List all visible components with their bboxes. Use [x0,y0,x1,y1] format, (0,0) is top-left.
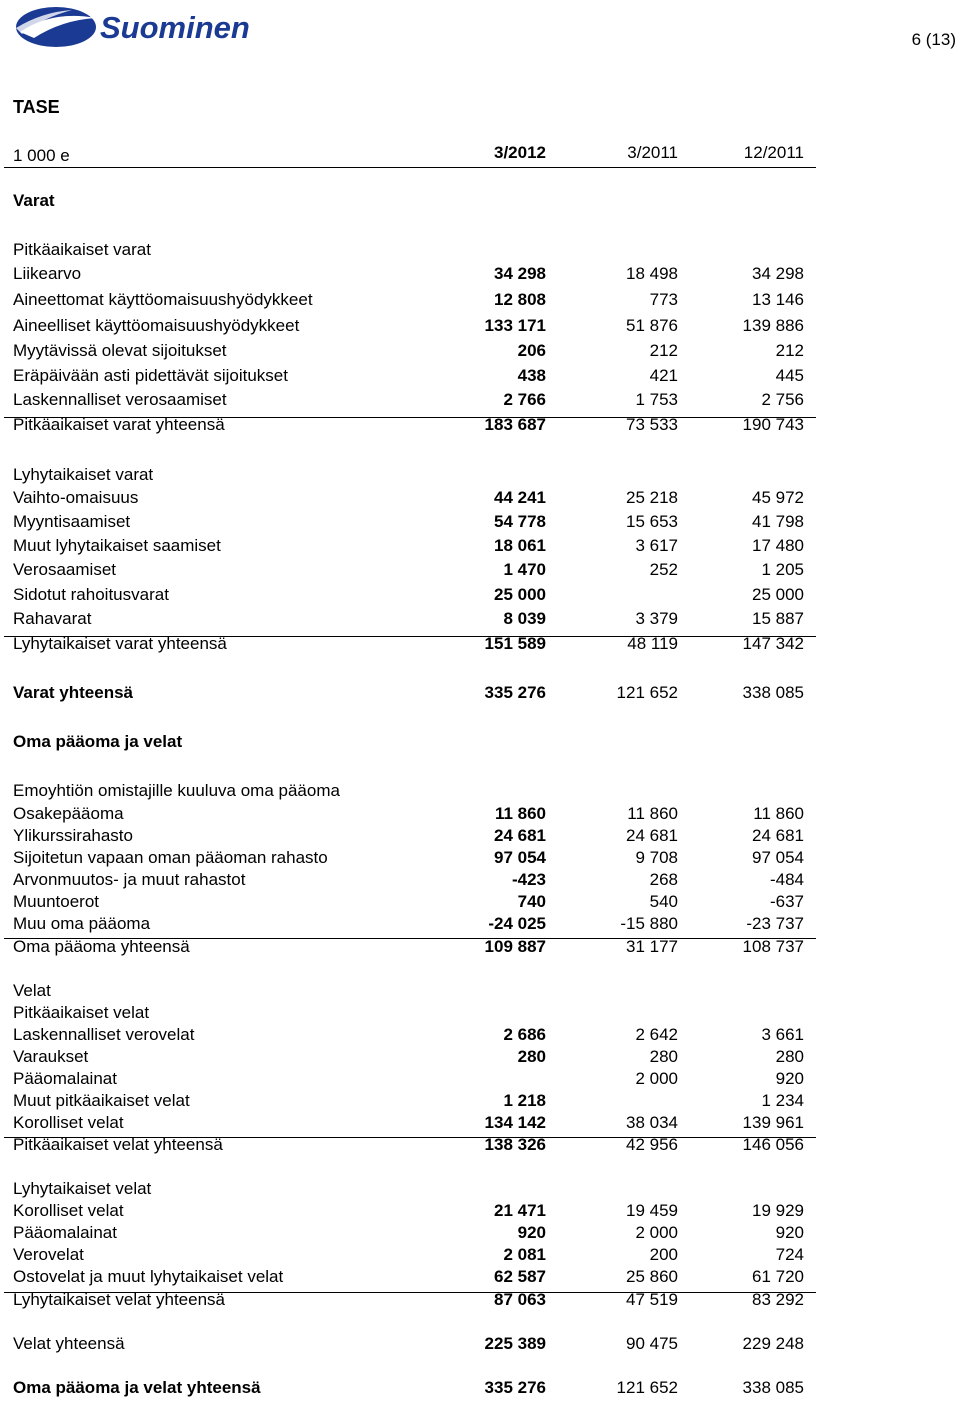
table-row [0,1024,960,1046]
value-12-2011: 445 [775,366,804,385]
table-row [0,389,960,411]
column-header-3-2012: 3/2012 [494,143,546,162]
row-label: Rahavarat [13,609,92,628]
value-12-2011: 190 743 [742,415,804,434]
value-3-2012: 21 471 [494,1201,546,1220]
table-row [0,1377,960,1399]
value-12-2011: -23 737 [746,914,804,933]
table-row [0,633,960,655]
value-3-2011: -15 880 [620,914,678,933]
row-label: Aineettomat käyttöomaisuushyödykkeet [13,290,313,309]
row-label: Pääomalainat [13,1223,117,1242]
table-row [0,1333,960,1355]
value-3-2011: 252 [649,560,678,579]
row-label: Korolliset velat [13,1113,124,1132]
value-3-2011: 73 533 [626,415,678,434]
table-row [0,263,960,285]
table-row [0,1068,960,1090]
value-12-2011: 19 929 [752,1201,804,1220]
value-3-2012: 206 [517,341,546,360]
row-label: Vaihto-omaisuus [13,488,139,507]
value-3-2012: 280 [517,1047,546,1066]
page-title: TASE [13,97,60,117]
value-3-2012: 1 470 [503,560,546,579]
value-3-2012: 183 687 [484,415,546,434]
row-label: Pääomalainat [13,1069,117,1088]
value-12-2011: 45 972 [752,488,804,507]
row-label: Ylikurssirahasto [13,826,133,845]
table-row [0,936,960,958]
value-3-2011: 31 177 [626,937,678,956]
logo-wordmark: Suominen [100,10,250,45]
row-label: Korolliset velat [13,1201,124,1220]
value-12-2011: 3 661 [761,1025,804,1044]
table-row [0,464,960,486]
value-3-2012: -24 025 [488,914,546,933]
page-number: 6 (13) [911,30,956,49]
value-3-2011: 280 [649,1047,678,1066]
value-12-2011: 11 860 [753,804,804,823]
row-label: Velat [13,981,51,1000]
table-row [0,584,960,606]
table-row [0,1222,960,1244]
row-label: Laskennalliset verosaamiset [13,390,227,409]
value-3-2011: 421 [649,366,678,385]
value-12-2011: 108 737 [742,937,804,956]
value-12-2011: 1 234 [761,1091,804,1110]
row-label: Pitkäaikaiset varat [13,240,151,259]
table-row [0,731,960,753]
value-3-2012: 151 589 [484,634,546,653]
value-12-2011: 83 292 [752,1290,804,1309]
value-3-2011: 25 218 [626,488,678,507]
row-label: Lyhytaikaiset varat yhteensä [13,634,227,653]
table-row [0,559,960,581]
row-label: Osakepääoma [13,804,124,823]
value-3-2012: 54 778 [494,512,546,531]
table-row [0,340,960,362]
row-label: Myytävissä olevat sijoitukset [13,341,227,360]
value-3-2012: 740 [517,892,546,911]
value-3-2011: 3 617 [635,536,678,555]
table-row [0,1046,960,1068]
value-3-2012: -423 [511,870,546,889]
table-row [0,1289,960,1311]
value-12-2011: 61 720 [752,1267,804,1286]
value-3-2011: 9 708 [635,848,678,867]
value-3-2012: 2 766 [503,390,546,409]
value-3-2011: 47 519 [626,1290,678,1309]
table-row [0,869,960,891]
value-12-2011: 212 [775,341,804,360]
value-12-2011: 139 961 [742,1113,804,1132]
value-3-2012: 138 326 [484,1135,546,1154]
row-label: Muuntoerot [13,892,99,911]
value-3-2011: 15 653 [626,512,678,531]
value-12-2011: 25 000 [752,585,804,604]
value-12-2011: 229 248 [742,1334,804,1353]
table-row [0,1244,960,1266]
value-3-2012: 8 039 [503,609,546,628]
row-label: Liikearvo [13,264,82,283]
row-label: Varat yhteensä [13,683,134,702]
table-row [0,535,960,557]
value-12-2011: 97 054 [752,848,804,867]
row-label: Arvonmuutos- ja muut rahastot [13,870,246,889]
value-12-2011: 139 886 [742,316,804,335]
table-row [0,1112,960,1134]
table-row [0,1134,960,1156]
table-row [0,847,960,869]
row-label: Aineelliset käyttöomaisuushyödykkeet [13,316,300,335]
table-row [0,289,960,311]
row-label: Oma pääoma yhteensä [13,937,190,956]
unit-label: 1 000 e [13,146,70,165]
table-row [0,315,960,337]
value-12-2011: 1 205 [761,560,804,579]
value-3-2011: 48 119 [627,634,678,653]
value-12-2011: -637 [769,892,804,911]
row-label: Pitkäaikaiset varat yhteensä [13,415,225,434]
value-3-2011: 51 876 [626,316,678,335]
table-row [0,239,960,261]
value-3-2011: 2 642 [635,1025,678,1044]
row-label: Ostovelat ja muut lyhytaikaiset velat [13,1267,284,1286]
value-12-2011: 146 056 [742,1135,804,1154]
table-row [0,365,960,387]
row-label: Oma pääoma ja velat [13,732,183,751]
value-12-2011: 24 681 [752,826,804,845]
value-12-2011: 338 085 [742,683,804,702]
table-row [0,682,960,704]
row-label: Myyntisaamiset [13,512,131,531]
value-3-2012: 335 276 [484,1378,546,1397]
value-3-2012: 24 681 [494,826,546,845]
value-3-2012: 34 298 [494,264,546,283]
column-header-12-2011: 12/2011 [743,143,804,162]
table-row [0,608,960,630]
table-row [0,1200,960,1222]
table-row [0,1002,960,1024]
table-row [0,487,960,509]
row-label: Lyhytaikaiset velat [13,1179,152,1198]
row-label: Sidotut rahoitusvarat [13,585,169,604]
value-3-2012: 87 063 [494,1290,546,1309]
value-3-2012: 920 [517,1223,546,1242]
table-row [0,1090,960,1112]
row-label: Emoyhtiön omistajille kuuluva oma pääoma [13,781,340,800]
value-12-2011: 920 [775,1223,804,1242]
value-3-2011: 11 860 [627,804,678,823]
row-label: Verosaamiset [13,560,116,579]
table-row [0,803,960,825]
value-3-2011: 212 [649,341,678,360]
value-3-2012: 1 218 [503,1091,546,1110]
value-3-2011: 1 753 [635,390,678,409]
row-label: Varat [13,191,55,210]
table-row [0,1178,960,1200]
row-label: Muut lyhytaikaiset saamiset [13,536,221,555]
value-3-2011: 90 475 [626,1334,678,1353]
value-3-2011: 121 652 [616,1378,678,1397]
value-12-2011: 15 887 [752,609,804,628]
row-label: Lyhytaikaiset velat yhteensä [13,1290,225,1309]
value-3-2011: 2 000 [635,1223,678,1242]
value-12-2011: 17 480 [752,536,804,555]
row-label: Oma pääoma ja velat yhteensä [13,1378,261,1397]
value-3-2012: 44 241 [494,488,546,507]
value-12-2011: 13 146 [752,290,804,309]
row-label: Varaukset [13,1047,89,1066]
value-12-2011: 724 [775,1245,804,1264]
table-row [0,511,960,533]
table-row [0,980,960,1002]
table-row [0,913,960,935]
value-3-2011: 38 034 [626,1113,678,1132]
value-3-2011: 3 379 [635,609,678,628]
value-3-2011: 773 [649,290,678,309]
value-3-2012: 97 054 [494,848,546,867]
value-3-2011: 18 498 [626,264,678,283]
value-3-2011: 19 459 [626,1201,678,1220]
value-3-2012: 25 000 [494,585,546,604]
row-label: Muut pitkäaikaiset velat [13,1091,190,1110]
value-3-2011: 24 681 [626,826,678,845]
value-12-2011: 41 798 [752,512,804,531]
value-12-2011: 34 298 [752,264,804,283]
value-3-2012: 12 808 [494,290,546,309]
row-label: Laskennalliset verovelat [13,1025,195,1044]
value-3-2011: 540 [649,892,678,911]
value-3-2012: 438 [517,366,546,385]
table-row [0,190,960,212]
row-label: Muu oma pääoma [13,914,151,933]
value-12-2011: 280 [775,1047,804,1066]
value-3-2012: 109 887 [484,937,546,956]
value-3-2012: 335 276 [484,683,546,702]
table-row [0,414,960,436]
table-row [0,825,960,847]
value-3-2012: 2 686 [503,1025,546,1044]
row-label: Pitkäaikaiset velat [13,1003,150,1022]
value-12-2011: -484 [769,870,804,889]
value-12-2011: 920 [775,1069,804,1088]
value-3-2011: 25 860 [626,1267,678,1286]
value-3-2011: 121 652 [616,683,678,702]
table-row [0,780,960,802]
value-3-2012: 62 587 [494,1267,546,1286]
value-3-2012: 18 061 [494,536,546,555]
row-label: Lyhytaikaiset varat [13,465,154,484]
value-12-2011: 338 085 [742,1378,804,1397]
row-label: Sijoitetun vapaan oman pääoman rahasto [13,848,328,867]
table-row [0,1266,960,1288]
value-12-2011: 2 756 [761,390,804,409]
value-3-2012: 11 860 [494,804,546,823]
row-label: Velat yhteensä [13,1334,125,1353]
row-label: Eräpäivään asti pidettävät sijoitukset [13,366,288,385]
row-label: Pitkäaikaiset velat yhteensä [13,1135,223,1154]
value-3-2012: 134 142 [484,1113,546,1132]
row-label: Verovelat [13,1245,84,1264]
value-12-2011: 147 342 [742,634,804,653]
column-header-3-2011: 3/2011 [627,143,678,162]
value-3-2011: 42 956 [626,1135,678,1154]
value-3-2011: 200 [649,1245,678,1264]
value-3-2011: 2 000 [635,1069,678,1088]
value-3-2011: 268 [649,870,678,889]
table-row [0,891,960,913]
value-3-2012: 133 171 [484,316,546,335]
value-3-2012: 2 081 [503,1245,546,1264]
value-3-2012: 225 389 [484,1334,546,1353]
